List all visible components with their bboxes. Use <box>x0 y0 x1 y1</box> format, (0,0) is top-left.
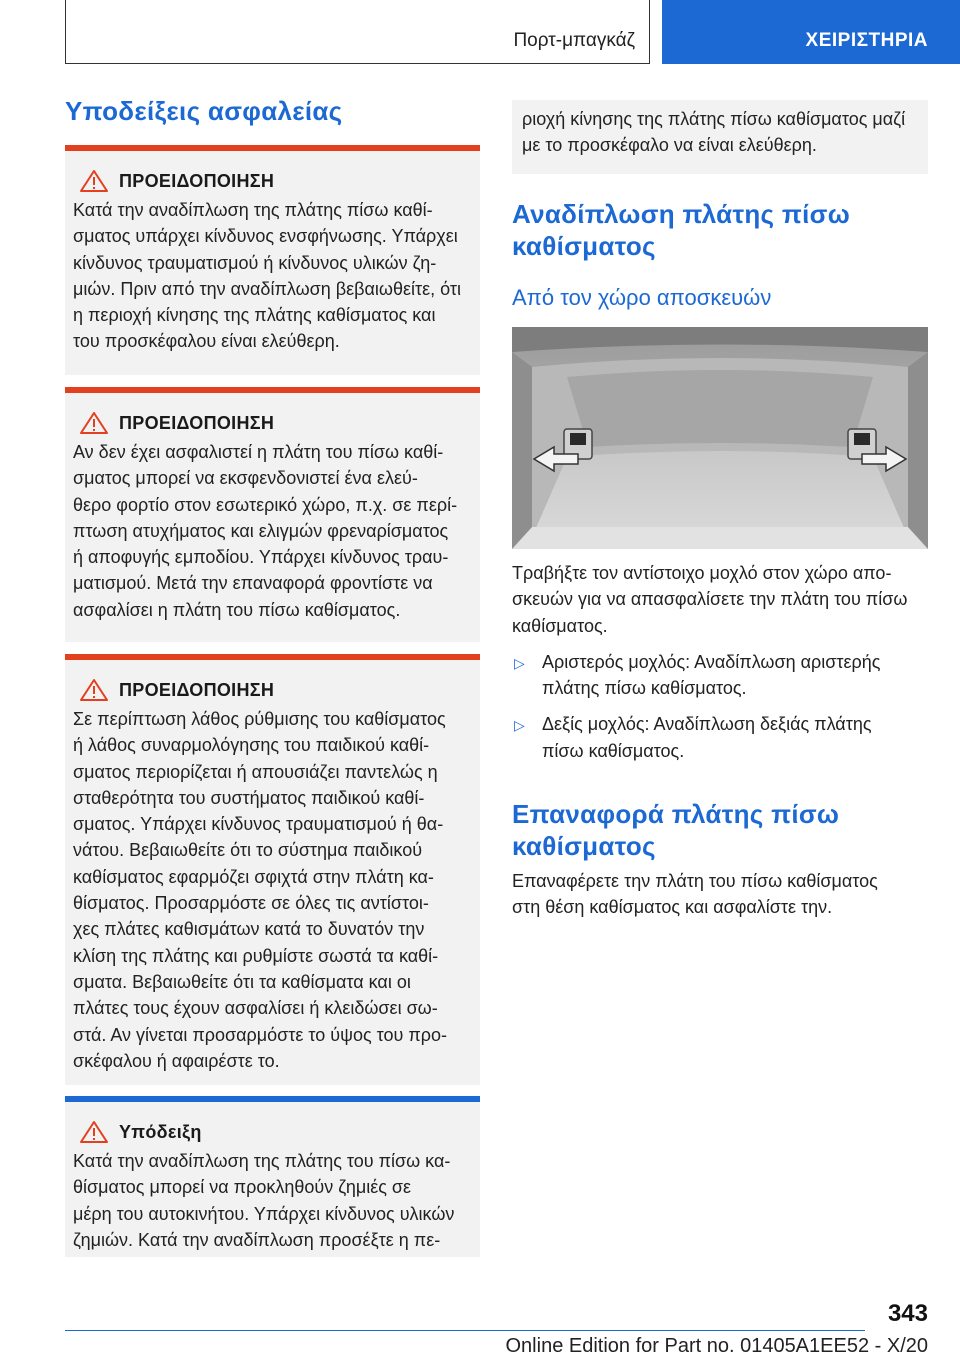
footer-divider <box>65 1330 865 1331</box>
text-line: θερο φορτίο στον εσωτερικό χώρο, π.χ. σε περί- <box>73 494 458 515</box>
fold-heading <box>512 198 928 262</box>
trunk-illustration <box>512 327 928 549</box>
text-line: καθίσματος. <box>512 615 608 636</box>
trunk-photo-image <box>512 327 928 549</box>
heading-line: Αναδίπλωση πλάτης πίσω <box>512 199 850 229</box>
warning-triangle-icon <box>79 169 109 193</box>
text-line: μέρη του αυτοκινήτου. Υπάρχει κίνδυνος υλικών <box>73 1203 455 1224</box>
fold-section <box>512 198 928 312</box>
text-line: Αν δεν έχει ασφαλιστεί η πλάτη του πίσω καθί- <box>73 442 444 462</box>
bullet-text <box>542 711 872 764</box>
text-line: πλάτες τους έχουν ασφαλίσει ή κλειδώσει σω- <box>73 998 438 1019</box>
text-line: Κατά την αναδίπλωση της πλάτης πίσω καθί- <box>73 200 433 220</box>
header-section-tab <box>662 0 960 64</box>
text-line: πτωση ατυχήματος και ελιγμών φρεναρίσματος <box>73 520 449 541</box>
text-line: ματισμού. Μετά την επαναφορά φροντίστε να <box>73 573 433 594</box>
restore-heading <box>512 798 932 862</box>
text-line: σματος. Υπάρχει κίνδυνος τραυματισμού ή θα- <box>73 814 444 835</box>
text-line: Επαναφέρετε την πλάτη του πίσω καθίσματος <box>512 871 878 892</box>
warning-text <box>73 439 466 623</box>
warning-bar <box>65 387 480 393</box>
text-line: σκέφαλου ή αφαιρέστε το. <box>73 1050 280 1071</box>
warning-text <box>73 197 466 355</box>
text-line: στά. Αν γίνεται προσαρμόστε το ύψος του προ- <box>73 1024 448 1045</box>
warning-bar <box>65 654 480 660</box>
bullet-triangle-icon: ▷ <box>514 654 525 671</box>
text-line: Δεξίς μοχλός: Αναδίπλωση δεξιάς πλάτης <box>542 714 872 735</box>
text-line: ή αποφυγής εμποδίου. Υπάρχει κίνδυνος τραυ- <box>73 547 449 568</box>
text-line: του προσκέφαλου είναι ελεύθερη. <box>73 331 340 352</box>
note-label: Υπόδειξη <box>119 1121 202 1142</box>
text-line: η περιοχή κίνησης της πλάτης καθίσματος και <box>73 305 436 326</box>
note-header <box>79 1120 466 1144</box>
note-box <box>65 1096 480 1257</box>
text-line: κίνδυνος τραυματισμού ή κίνδυνος υλικών ζη- <box>73 252 437 273</box>
note-continuation-box <box>512 100 928 174</box>
note-bar <box>65 1096 480 1102</box>
text-line: σματος υπάρχει κίνδυνος ενσφήνωσης. Υπάρχει <box>73 226 458 247</box>
text-line: ή λάθος συναρμολόγησης του παιδικού καθί- <box>73 735 430 756</box>
bullet-item-left-lever <box>512 649 932 702</box>
note-continuation-text <box>522 106 914 159</box>
text-line: στη θέση καθίσματος και ασφαλίστε την. <box>512 897 833 918</box>
text-line: πίσω καθίσματος. <box>542 740 685 761</box>
warning-box-3 <box>65 654 480 1085</box>
instruction-text <box>512 560 932 639</box>
bullet-text <box>542 649 880 702</box>
safety-notes-heading: Υποδείξεις ασφαλείας <box>65 96 343 126</box>
text-line: κλίση της πλάτης και ρυθμίστε σωστά τα καθί- <box>73 945 439 966</box>
left-column <box>65 95 480 127</box>
page-number: 343 <box>887 1300 928 1327</box>
text-line: Σε περίπτωση λάθος ρύθμισης του καθίσματος <box>73 709 446 729</box>
text-line: Τραβήξτε τον αντίστοιχο μοχλό στον χώρο απο- <box>512 563 892 583</box>
warning-header <box>79 678 466 702</box>
text-line: ασφαλίσει η πλάτη του πίσω καθίσματος. <box>73 599 401 620</box>
text-line: θίσματος. Προσαρμόστε σε όλες τις αντίστοι- <box>73 893 429 914</box>
chapter-title: Πορτ-μπαγκάζ <box>513 30 635 51</box>
warning-bar <box>65 145 480 151</box>
text-line: σματα. Βεβαιωθείτε ότι τα καθίσματα και οι <box>73 971 411 992</box>
warning-text <box>73 706 466 1074</box>
text-line: νάτου. Βεβαιωθείτε ότι το σύστημα παιδικού <box>73 840 423 861</box>
warning-triangle-icon <box>79 678 109 702</box>
warning-label: ΠΡΟΕΙΔΟΠΟΙΗΣΗ <box>119 679 275 700</box>
warning-label: ΠΡΟΕΙΔΟΠΟΙΗΣΗ <box>119 170 275 191</box>
text-line: ζημιών. Κατά την αναδίπλωση προσέξτε η πε- <box>73 1229 441 1250</box>
warning-header <box>79 169 466 193</box>
heading-line: καθίσματος <box>512 831 656 862</box>
heading-line: Επαναφορά πλάτης πίσω <box>512 799 840 830</box>
text-line: σταθερότητα του συστήματος παιδικού καθί- <box>73 787 425 808</box>
warning-label: ΠΡΟΕΙΔΟΠΟΙΗΣΗ <box>119 412 275 433</box>
text-line: καθίσματος εφαρμόζει σφιχτά στην πλάτη κα- <box>73 866 434 887</box>
section-title: ΧΕΙΡΙΣΤΗΡΙΑ <box>805 30 928 51</box>
text-line: σματος περιορίζεται ή απουσιάζει παντελώς η <box>73 761 438 782</box>
text-line: πλάτης πίσω καθίσματος. <box>542 678 747 699</box>
from-trunk-subheading: Από τον χώρο αποσκευών <box>512 285 772 310</box>
footer-edition: Online Edition for Part no. 01405A1EE52 - X/20 <box>505 1335 928 1357</box>
restore-text <box>512 868 932 921</box>
heading-line: καθίσματος <box>512 231 656 261</box>
header-chapter-box <box>65 0 650 64</box>
text-line: σματος μπορεί να εκσφενδονιστεί ένα ελεύ- <box>73 468 418 489</box>
text-line: ριοχή κίνησης της πλάτης πίσω καθίσματος μαζί <box>522 109 906 129</box>
bullet-item-right-lever <box>512 711 932 764</box>
warning-box-1 <box>65 145 480 375</box>
instruction-section <box>512 560 932 921</box>
note-text <box>73 1148 466 1253</box>
text-line: σκευών για να απασφαλίσετε την πλάτη του πίσω <box>512 589 908 610</box>
text-line: με το προσκέφαλο να είναι ελεύθερη. <box>522 135 817 156</box>
text-line: Κατά την αναδίπλωση της πλάτης του πίσω κα- <box>73 1151 451 1171</box>
text-line: μιών. Πριν από την αναδίπλωση βεβαιωθείτε, ότι <box>73 278 462 299</box>
text-line: Αριστερός μοχλός: Αναδίπλωση αριστερής <box>542 651 881 672</box>
bullet-triangle-icon: ▷ <box>514 717 525 734</box>
warning-header <box>79 411 466 435</box>
warning-box-2 <box>65 387 480 642</box>
text-line: θίσματος μπορεί να προκληθούν ζημιές σε <box>73 1177 412 1198</box>
warning-triangle-icon <box>79 1120 109 1144</box>
text-line: χες πλάτες καθισμάτων κατά το δυνατόν την <box>73 919 425 940</box>
warning-triangle-icon <box>79 411 109 435</box>
